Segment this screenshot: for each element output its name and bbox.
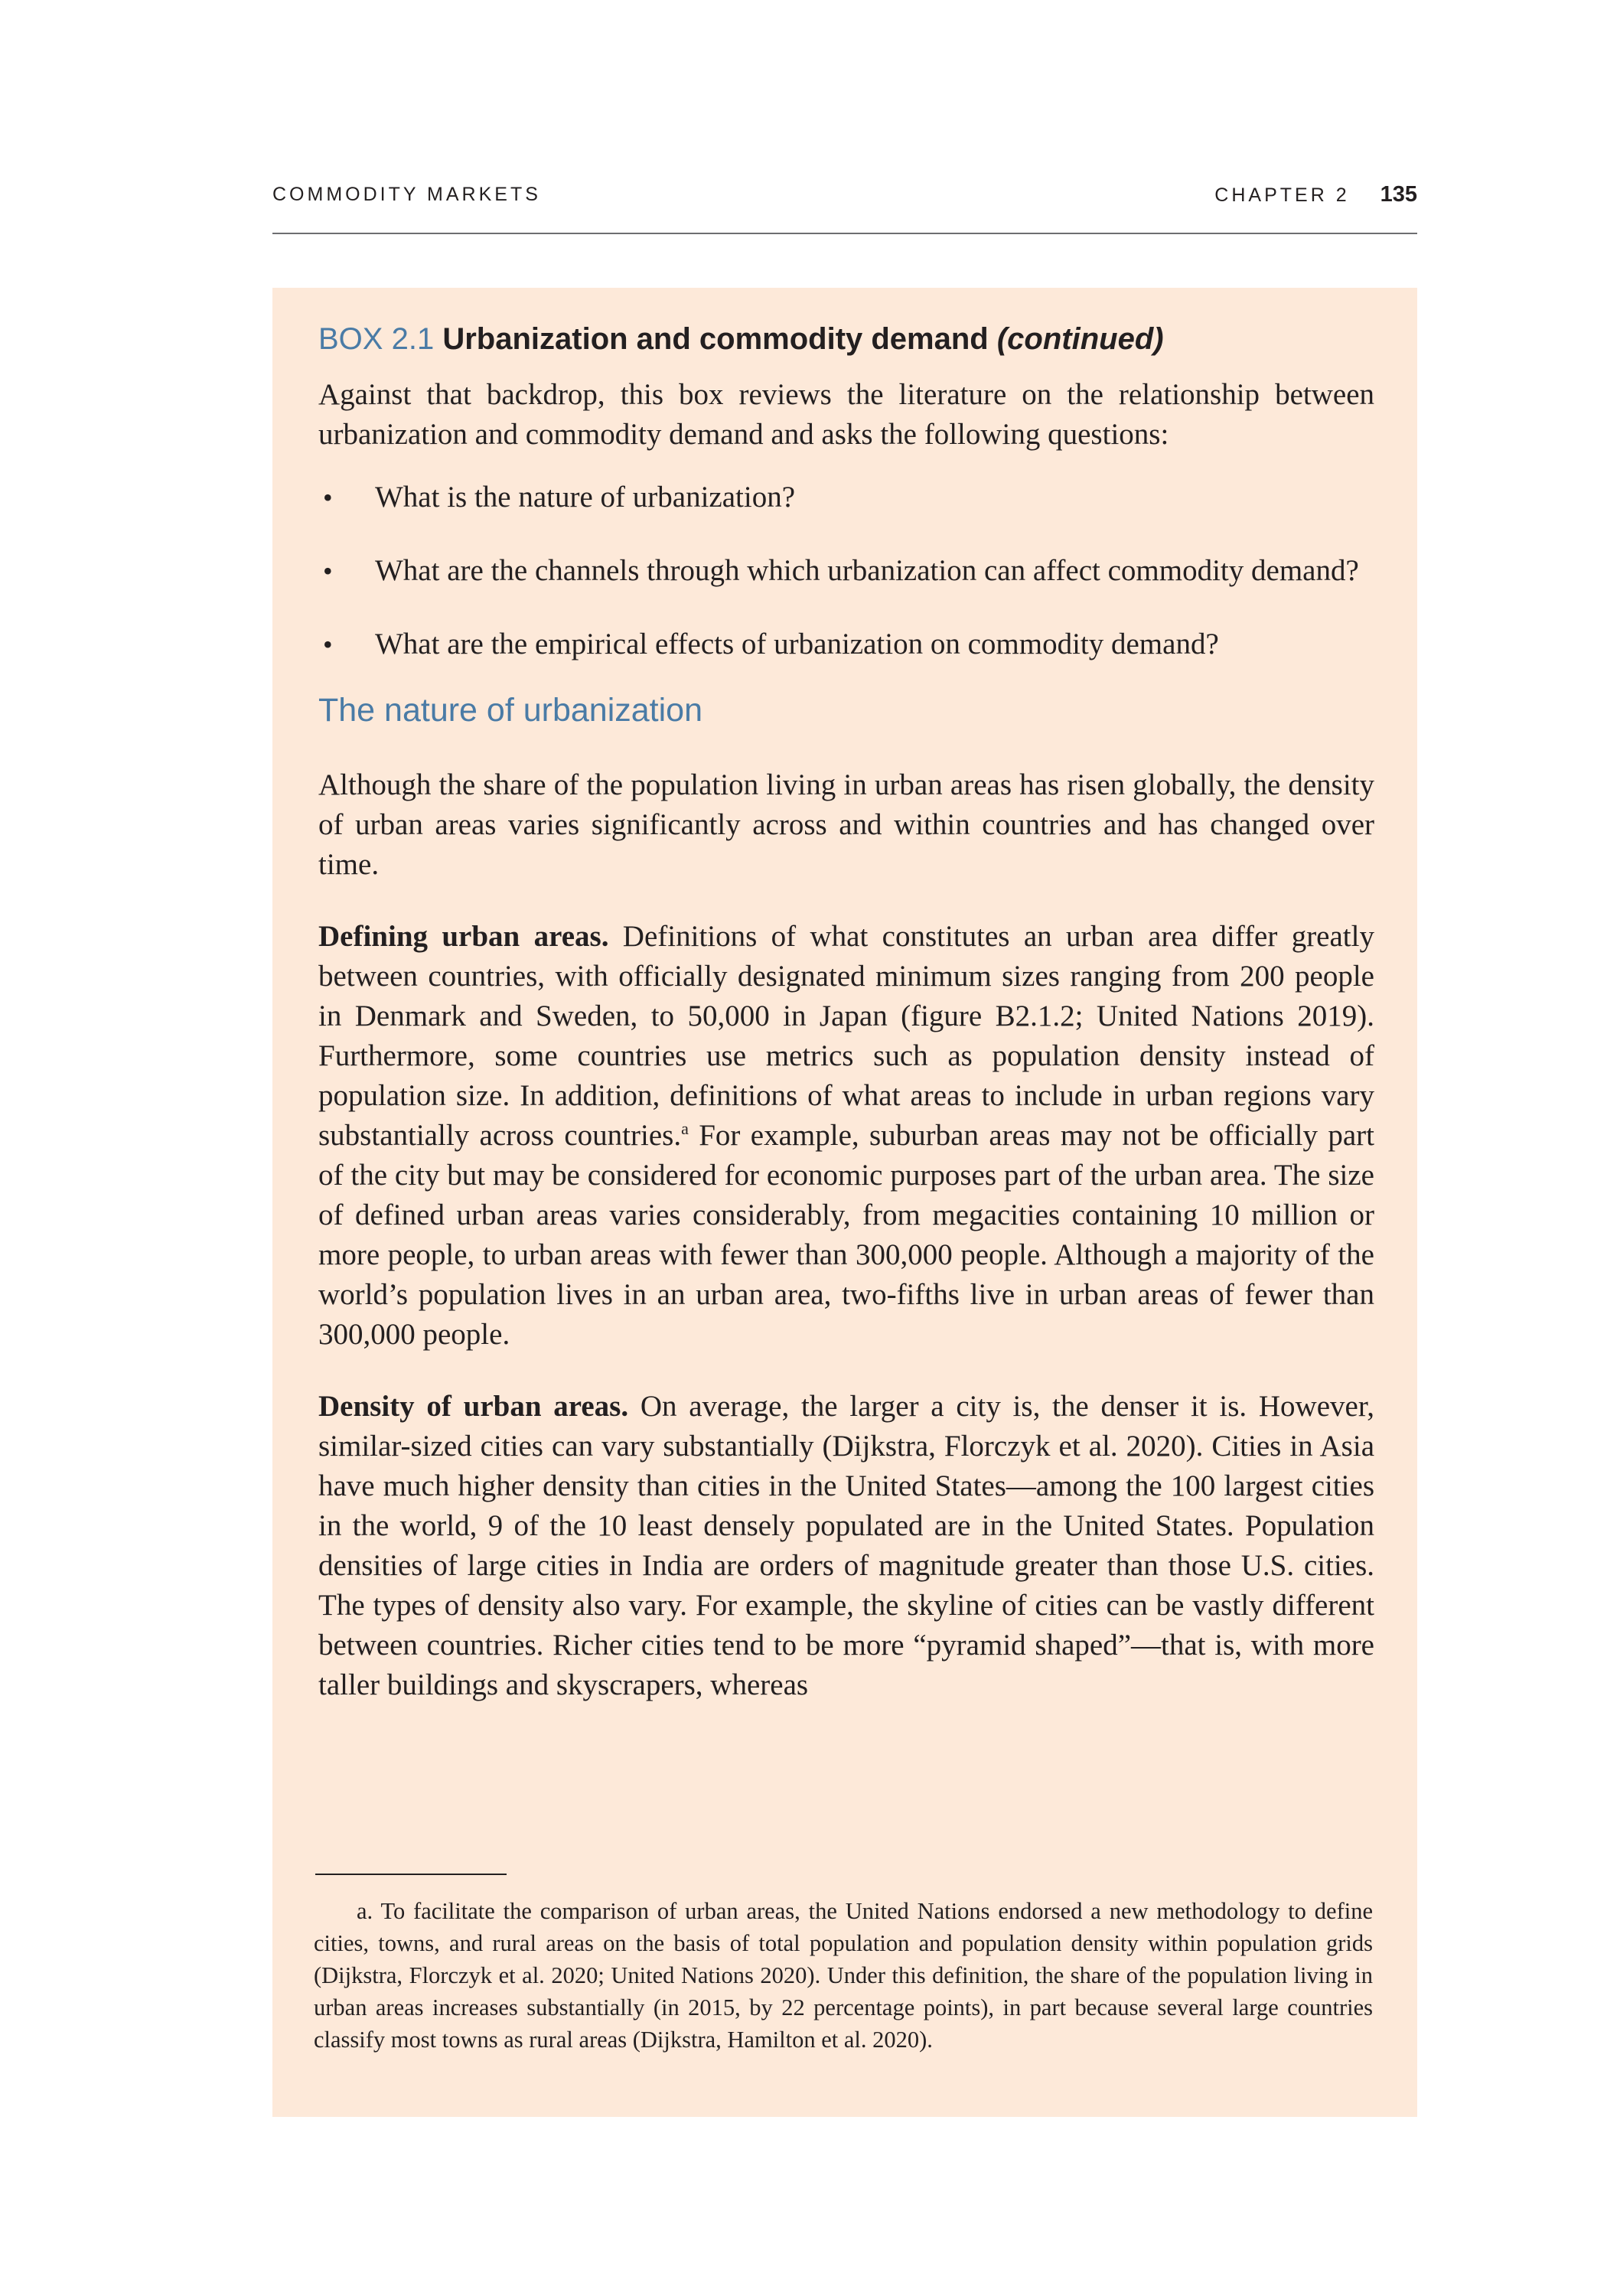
question-text: What are the channels through which urbanization can affect commodity demand? [375,554,1359,587]
density-of-urban-areas-paragraph [318,1387,1374,1705]
running-header-title: COMMODITY MARKETS [272,184,541,205]
question-item [318,551,1374,591]
question-list [318,478,1374,664]
box-content [318,320,1374,1705]
section-heading: The nature of urbanization [318,692,702,729]
chapter-label: CHAPTER 2 [1214,184,1350,206]
defining-urban-areas-paragraph [318,917,1374,1355]
run-in-heading: Defining urban areas. [318,920,609,953]
box-2-1 [272,288,1417,2117]
running-header [272,181,1417,234]
paragraph-text: On average, the larger a city is, the denser it is. However, similar-sized cities can vary substantially (Dijkstra, Florczyk et al. 2020). Cities in Asia have much higher density than cities in the United States—among the 100 largest cities in the world, 9 of the 10 least densely populated are in the United States. Population densities of large cities in India are orders of magnitude greater than those U.S. cities. The types of density also vary. For example, the skyline of cities can be vastly different between countries. Richer cities tend to be more “pyramid shaped”—that is, with more taller buildings and skyscrapers, whereas [318,1390,1374,1701]
paragraph-text: Definitions of what constitutes an urban area differ greatly between countries, with officially designated minimum sizes ranging from 200 people in Denmark and Sweden, to 50,000 in Japan (figure B2.1.2; United Nations 2019). Furthermore, some countries use metrics such as population density instead of population size. In addition, definitions of what areas to include in urban regions vary substantially across countries. [318,920,1374,1152]
bullet-icon: • [323,629,333,660]
box-title [318,320,1374,358]
page-number: 135 [1380,182,1417,207]
box-label: BOX 2.1 [318,322,435,356]
bullet-icon: • [323,556,333,586]
bullet-icon: • [323,482,333,513]
paragraph-text: For example, suburban areas may not be officially part of the city but may be considered for economic purposes part of the urban area. The size of defined urban areas varies considerably, from megacities containing 10 million or more people, to urban areas with fewer than 300,000 people. Although a majority of the world’s population lives in an urban area, two-fifths live in urban areas of fewer than 300,000 people. [318,1119,1374,1351]
box-intro-paragraph: Against that backdrop, this box reviews the literature on the relationship between urbanization and commodity demand and asks the following questions: [318,378,1374,451]
running-header-chapter-block [1214,182,1417,207]
run-in-heading: Density of urban areas. [318,1390,629,1423]
section-intro-paragraph: Although the share of the population living in urban areas has risen globally, the density of urban areas varies significantly across and within countries and has changed over time. [318,768,1374,881]
question-item [318,625,1374,664]
question-item [318,478,1374,517]
box-continued: (continued) [996,322,1164,356]
footnote-rule [315,1874,507,1875]
footnote-marker[interactable]: a [681,1119,689,1138]
question-text: What are the empirical effects of urbanization on commodity demand? [375,628,1219,660]
footnote: a. To facilitate the comparison of urban areas, the United Nations endorsed a new methodology to define cities, towns, and rural areas on the basis of total population and population density within population grids (Dijkstra, Florczyk et al. 2020; United Nations 2020). Under this definition, the share of the population living in urban areas increases substantially (in 2015, by 22 percentage points), in part because several large countries classify most towns as rural areas (Dijkstra, Hamilton et al. 2020). [314,1898,1373,2053]
box-title-text: Urbanization and commodity demand [442,322,989,356]
question-text: What is the nature of urbanization? [375,481,796,514]
